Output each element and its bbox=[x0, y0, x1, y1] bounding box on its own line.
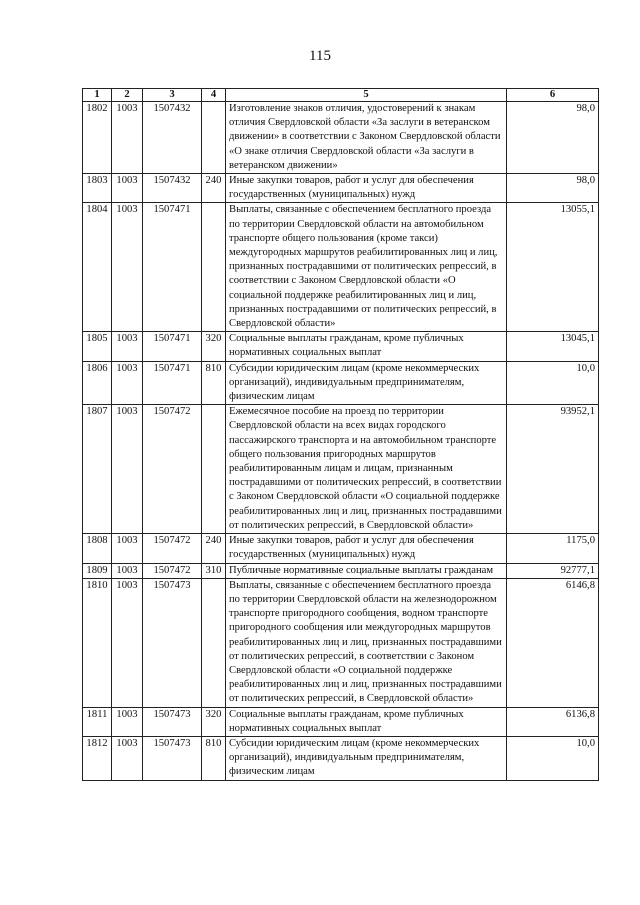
expense-type-code: 240 bbox=[202, 534, 226, 563]
amount: 98,0 bbox=[507, 102, 599, 174]
row-number: 1807 bbox=[83, 405, 112, 534]
row-number: 1805 bbox=[83, 332, 112, 361]
expense-description: Иные закупки товаров, работ и услуг для обеспечения государственных (муниципальных) нужд bbox=[226, 534, 507, 563]
row-number: 1810 bbox=[83, 578, 112, 707]
header-col-5: 5 bbox=[226, 89, 507, 102]
amount: 6146,8 bbox=[507, 578, 599, 707]
table-row bbox=[83, 707, 599, 736]
table-row bbox=[83, 102, 599, 174]
expense-type-code bbox=[202, 405, 226, 534]
expense-type-code bbox=[202, 102, 226, 174]
header-col-6: 6 bbox=[507, 89, 599, 102]
table-row bbox=[83, 203, 599, 332]
expense-description: Выплаты, связанные с обеспечением бесплатного проезда по территории Свердловской области на автомобильном транспорте общего пользования (кроме такси) междугородных маршрутов реабилитированных лиц и лиц, признанных пострадавшими от политических репрессий, в соответствии с Законом Свердловской области «О социальной поддержке реабилитированных лиц и лиц, признанных пострадавшими от политических репрессий, в Свердловской области» bbox=[226, 203, 507, 332]
page-number: 115 bbox=[309, 48, 331, 64]
target-article-code: 1507472 bbox=[143, 563, 202, 578]
section-code: 1003 bbox=[112, 578, 143, 707]
amount: 10,0 bbox=[507, 361, 599, 405]
table-row bbox=[83, 405, 599, 534]
section-code: 1003 bbox=[112, 563, 143, 578]
table-row bbox=[83, 578, 599, 707]
amount: 13045,1 bbox=[507, 332, 599, 361]
section-code: 1003 bbox=[112, 361, 143, 405]
target-article-code: 1507471 bbox=[143, 361, 202, 405]
target-article-code: 1507472 bbox=[143, 534, 202, 563]
expense-description: Выплаты, связанные с обеспечением бесплатного проезда по территории Свердловской области на железнодорожном транспорте пригородного сообщения, водном транспорте пригородного сообщения или междугородных маршрутов реабилитированных лиц и лиц, признанных пострадавшими от политических репрессий, в соответствии с Законом Свердловской области «О социальной поддержке реабилитированных лиц и лиц, признанных пострадавшими от политических репрессий, в Свердловской области» bbox=[226, 578, 507, 707]
row-number: 1802 bbox=[83, 102, 112, 174]
row-number: 1804 bbox=[83, 203, 112, 332]
expense-type-code bbox=[202, 578, 226, 707]
section-code: 1003 bbox=[112, 707, 143, 736]
target-article-code: 1507471 bbox=[143, 203, 202, 332]
section-code: 1003 bbox=[112, 203, 143, 332]
header-col-4: 4 bbox=[202, 89, 226, 102]
table-row bbox=[83, 174, 599, 203]
amount: 10,0 bbox=[507, 736, 599, 780]
expense-description: Субсидии юридическим лицам (кроме некоммерческих организаций), индивидуальным предпринимателям, физическим лицам bbox=[226, 361, 507, 405]
expense-description: Иные закупки товаров, работ и услуг для обеспечения государственных (муниципальных) нужд bbox=[226, 174, 507, 203]
expense-type-code: 810 bbox=[202, 736, 226, 780]
expense-description: Социальные выплаты гражданам, кроме публичных нормативных социальных выплат bbox=[226, 707, 507, 736]
table-row bbox=[83, 563, 599, 578]
expense-description: Ежемесячное пособие на проезд по территории Свердловской области на всех видах городского пассажирского транспорта и на автомобильном транспорте общего пользования пригородных маршрутов реабилитированным лицам и лицам, признанным пострадавшими от политических репрессий, в соответствии с Законом Свердловской области «О социальной поддержке реабилитированных лиц и лиц, признанных пострадавшими от политических репрессий, в Свердловской области» bbox=[226, 405, 507, 534]
row-number: 1811 bbox=[83, 707, 112, 736]
target-article-code: 1507473 bbox=[143, 707, 202, 736]
section-code: 1003 bbox=[112, 102, 143, 174]
expense-type-code: 810 bbox=[202, 361, 226, 405]
amount: 92777,1 bbox=[507, 563, 599, 578]
header-col-3: 3 bbox=[143, 89, 202, 102]
amount: 6136,8 bbox=[507, 707, 599, 736]
header-row bbox=[83, 89, 599, 102]
table-row bbox=[83, 332, 599, 361]
target-article-code: 1507432 bbox=[143, 102, 202, 174]
row-number: 1812 bbox=[83, 736, 112, 780]
expense-type-code: 310 bbox=[202, 563, 226, 578]
budget-table bbox=[82, 88, 599, 781]
row-number: 1808 bbox=[83, 534, 112, 563]
section-code: 1003 bbox=[112, 534, 143, 563]
amount: 1175,0 bbox=[507, 534, 599, 563]
expense-type-code: 320 bbox=[202, 332, 226, 361]
section-code: 1003 bbox=[112, 332, 143, 361]
expense-description: Публичные нормативные социальные выплаты гражданам bbox=[226, 563, 507, 578]
row-number: 1803 bbox=[83, 174, 112, 203]
header-col-1: 1 bbox=[83, 89, 112, 102]
amount: 98,0 bbox=[507, 174, 599, 203]
amount: 13055,1 bbox=[507, 203, 599, 332]
amount: 93952,1 bbox=[507, 405, 599, 534]
target-article-code: 1507473 bbox=[143, 736, 202, 780]
target-article-code: 1507473 bbox=[143, 578, 202, 707]
table-row bbox=[83, 361, 599, 405]
section-code: 1003 bbox=[112, 736, 143, 780]
expense-description: Субсидии юридическим лицам (кроме некоммерческих организаций), индивидуальным предпринимателям, физическим лицам bbox=[226, 736, 507, 780]
table-row bbox=[83, 736, 599, 780]
expense-description: Социальные выплаты гражданам, кроме публичных нормативных социальных выплат bbox=[226, 332, 507, 361]
expense-description: Изготовление знаков отличия, удостоверений к знакам отличия Свердловской области «За заслуги в ветеранском движении» в соответствии с Законом Свердловской области «О знаке отличия Свердловской области «За заслуги в ветеранском движении» bbox=[226, 102, 507, 174]
header-col-2: 2 bbox=[112, 89, 143, 102]
expense-type-code: 320 bbox=[202, 707, 226, 736]
target-article-code: 1507471 bbox=[143, 332, 202, 361]
row-number: 1806 bbox=[83, 361, 112, 405]
row-number: 1809 bbox=[83, 563, 112, 578]
table-row bbox=[83, 534, 599, 563]
expense-type-code bbox=[202, 203, 226, 332]
target-article-code: 1507432 bbox=[143, 174, 202, 203]
section-code: 1003 bbox=[112, 174, 143, 203]
target-article-code: 1507472 bbox=[143, 405, 202, 534]
expense-type-code: 240 bbox=[202, 174, 226, 203]
section-code: 1003 bbox=[112, 405, 143, 534]
